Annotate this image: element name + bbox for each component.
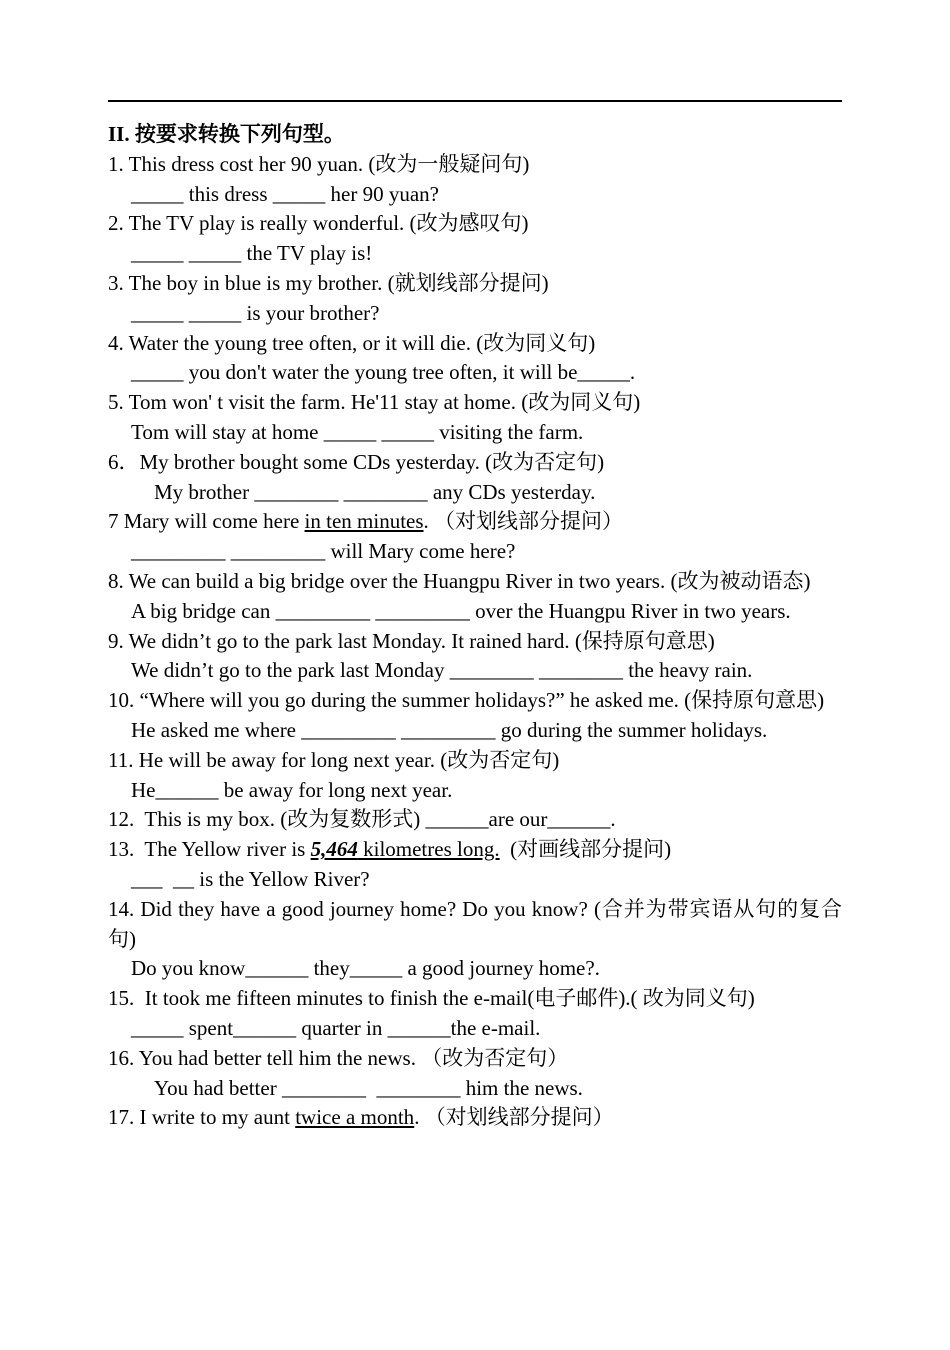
- question-3: [108, 269, 842, 299]
- line-text: _____ you don't water the young tree often, it will be_____.: [131, 360, 636, 385]
- line-text: _________ _________ will Mary come here?: [131, 539, 516, 564]
- line-text: . （对划线部分提问）: [423, 509, 624, 534]
- question-1: [108, 150, 842, 180]
- line-text: My brother ________ ________ any CDs yesterday.: [154, 479, 596, 504]
- question-4: [108, 329, 842, 359]
- line-text: _____ this dress _____ her 90 yuan?: [131, 181, 439, 206]
- line-text: 13. The Yellow river is: [108, 837, 311, 862]
- answer-14: Do you know______ they_____ a good journey home?.: [131, 956, 600, 981]
- answer-13: [108, 865, 842, 895]
- underlined-text: in ten minutes: [304, 509, 424, 534]
- line-text: Tom will stay at home _____ _____ visiting the farm.: [131, 419, 584, 444]
- exercise-block-2: [108, 627, 842, 687]
- line-text: _____ spent______ quarter in ______the e-mail.: [131, 1015, 541, 1040]
- line-text: 2. The TV play is really wonderful. (改为感叹句): [108, 211, 529, 236]
- exercise-sheet: [108, 120, 842, 1133]
- line-text: 16. You had better tell him the news. （改为否定句）: [108, 1045, 569, 1070]
- answer-15: [108, 1014, 842, 1044]
- line-text: 12. This is my box. (改为复数形式) ______are our______.: [108, 807, 616, 832]
- line-text: 1. This dress cost her 90 yuan. (改为一般疑问句): [108, 151, 530, 176]
- question-11: [108, 746, 842, 776]
- exercise-block-3: [108, 746, 842, 895]
- question-10: 10. “Where will you go during the summer holidays?” he asked me. (保持原句意思): [108, 688, 825, 713]
- line-text: 6．My brother bought some CDs yesterday. (改为否定句): [108, 449, 605, 474]
- question-2: [108, 209, 842, 239]
- question-8: 8. We can build a big bridge over the Huangpu River in two years. (改为被动语态): [108, 568, 811, 593]
- section-heading: II. 按要求转换下列句型。: [108, 122, 345, 146]
- line-text: ___ __ is the Yellow River?: [131, 866, 370, 891]
- answer-1: [108, 180, 842, 210]
- line-text: 4. Water the young tree often, or it will die. (改为同义句): [108, 330, 596, 355]
- underlined-text: twice a month: [295, 1105, 415, 1130]
- question-12: [108, 805, 842, 835]
- underlined-text: kilometres long.: [357, 837, 500, 862]
- answer-2: [108, 239, 842, 269]
- line-text: _____ _____ the TV play is!: [131, 241, 373, 266]
- line-text: . （对划线部分提问）: [414, 1105, 614, 1130]
- question-7: [108, 507, 842, 537]
- answer-11: [108, 776, 842, 806]
- line-text: 17. I write to my aunt: [108, 1105, 296, 1130]
- line-text: 15. It took me fifteen minutes to finish the e-mail(电子邮件).( 改为同义句): [108, 986, 755, 1011]
- line-text: You had better ________ ________ him the news.: [154, 1075, 583, 1100]
- answer-10: He asked me where _________ _________ go during the summer holidays.: [131, 717, 768, 742]
- line-text: 11. He will be away for long next year. (改为否定句): [108, 747, 560, 772]
- top-rule: [108, 100, 842, 102]
- question-5: [108, 388, 842, 418]
- line-text: 7 Mary will come here: [108, 509, 305, 534]
- question-14: 14. Did they have a good journey home? Do you know? (合并为带宾语从句的复合句): [108, 896, 842, 951]
- answer-9: [108, 656, 842, 686]
- answer-3: [108, 299, 842, 329]
- answer-7: [108, 537, 842, 567]
- question-6: [108, 448, 842, 478]
- line-text: We didn’t go to the park last Monday ________ ________ the heavy rain.: [131, 658, 753, 683]
- answer-5: [108, 418, 842, 448]
- line-text: 5. Tom won' t visit the farm. He'11 stay at home. (改为同义句): [108, 390, 641, 415]
- line-text: _____ _____ is your brother?: [131, 300, 380, 325]
- line-text: 9. We didn’t go to the park last Monday. It rained hard. (保持原句意思): [108, 628, 715, 653]
- answer-6: [108, 478, 842, 508]
- answer-4: [108, 358, 842, 388]
- question-13: [108, 835, 842, 865]
- question-9: [108, 627, 842, 657]
- question-17: [108, 1103, 842, 1133]
- underlined-text: 5,464: [310, 837, 358, 862]
- exercise-block-4: [108, 984, 842, 1133]
- line-text: He______ be away for long next year.: [131, 777, 453, 802]
- question-16: [108, 1044, 842, 1074]
- answer-16: [108, 1074, 842, 1104]
- line-text: (对画线部分提问): [499, 837, 672, 862]
- line-text: 3. The boy in blue is my brother. (就划线部分提问): [108, 270, 549, 295]
- answer-8: A big bridge can _________ _________ over the Huangpu River in two years.: [131, 598, 791, 623]
- exercise-block-1: [108, 150, 842, 567]
- question-15: [108, 984, 842, 1014]
